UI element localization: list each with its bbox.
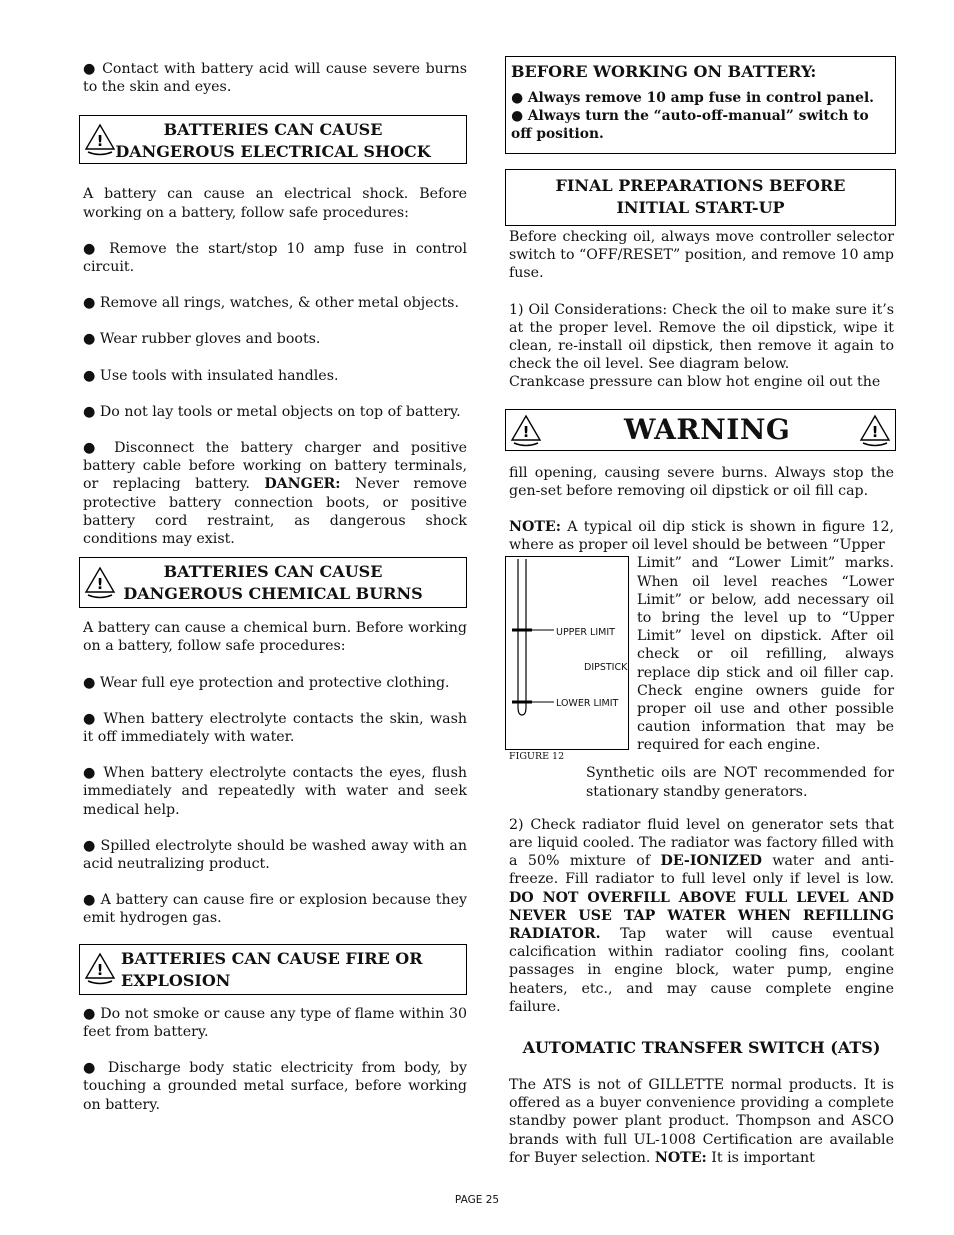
caution-triangle-icon	[83, 565, 117, 601]
note-side-text: Limit” and “Lower Limit” marks. When oil level reaches “Lower Limit” or below, add necessary oil to bring the level up to “Upper Limit” level on dipstick. After oil check or oil refilling, always replace dip stick and oil filler cap. Check engine owners guide for proper oil use and other possible caution information that may be required for each engine.	[637, 555, 894, 754]
final-header-line2: INITIAL START-UP	[616, 198, 785, 217]
dipstick-icon	[506, 557, 628, 749]
crankcase-text: Crankcase pressure can blow hot engine oil out the	[509, 374, 881, 391]
note-label: NOTE:	[509, 519, 561, 536]
radiator-mid: water and anti-freeze. Fill radiator to full level only if level is low.	[509, 853, 894, 888]
radiator-post: Tap water will cause eventual calcification within radiator cooling fins, coolant passages in engine block, water pump, engine heaters, etc., and may cause complete engine failure.	[509, 926, 894, 1015]
dipstick-figure	[505, 556, 629, 750]
shock-item: ● Do not lay tools or metal objects on top of battery.	[83, 403, 461, 420]
disconnect-post: Never remove protective battery connection boots, or positive battery cord restraint, as dangerous shock conditions may exist.	[83, 476, 467, 548]
upper-limit-label: UPPER LIMIT	[556, 627, 615, 639]
radiator-pre: 2) Check radiator fluid level on generator sets that are liquid cooled. The radiator was factory filled with a 50% mixture of	[509, 816, 894, 870]
right-column	[509, 56, 894, 1167]
shock-item: ● Remove the start/stop 10 amp fuse in control circuit.	[83, 240, 467, 276]
final-intro: Before checking oil, always move controller selector switch to “OFF/RESET” position, and remove 10 amp fuse.	[509, 229, 894, 282]
page-number: PAGE 25	[454, 1194, 500, 1206]
oil-considerations: 1) Oil Considerations: Check the oil to make sure it’s at the proper level. Remove the oil dipstick, wipe it clean, re-install oil dipstick, then remove it again to check the oil level. See diagram below.	[509, 301, 894, 373]
chem-item: ● Wear full eye protection and protective clothing.	[83, 674, 450, 691]
shock-item: ● Wear rubber gloves and boots.	[83, 331, 321, 348]
ats-pre: The ATS is not of GILLETTE normal products. It is offered as a buyer convenience providing a complete standby power plant product. Thompson and ASCO brands with full UL-1008 Certification are available for Buyer selection.	[509, 1077, 894, 1166]
fire-warning-box	[79, 944, 467, 995]
fill-opening-text: fill opening, causing severe burns. Always stop the gen-set before removing oil dipstick or oil fill cap.	[509, 464, 894, 499]
dipstick-label: DIPSTICK	[584, 662, 628, 674]
left-column	[83, 60, 467, 1114]
fire-header-line1: BATTERIES CAN CAUSE FIRE OR	[121, 948, 423, 968]
caution-triangle-icon	[509, 413, 543, 454]
chem-header-line1: BATTERIES CAN CAUSE	[163, 562, 383, 582]
svg-text:!: !	[871, 422, 879, 441]
svg-text:!: !	[96, 574, 104, 593]
fire-item: ● Discharge body static electricity from body, by touching a grounded metal surface, before working on battery.	[83, 1060, 467, 1113]
shock-header-line2: DANGEROUS ELECTRICAL SHOCK	[115, 142, 431, 162]
svg-text:!: !	[522, 422, 530, 441]
deionized-label: DE-IONIZED	[660, 853, 762, 870]
caution-triangle-icon	[858, 413, 892, 454]
figure-caption: FIGURE 12	[509, 751, 565, 763]
chem-item: ● Spilled electrolyte should be washed away with an acid neutralizing product.	[83, 837, 467, 873]
synthetic-oils-line	[586, 764, 894, 800]
final-header-line1: FINAL PREPARATIONS BEFORE	[555, 176, 846, 195]
warning-label: WARNING	[624, 412, 791, 446]
svg-text:!: !	[96, 961, 104, 980]
fire-header-line2: EXPLOSION	[121, 970, 231, 990]
ats-paragraph	[509, 1076, 894, 1167]
danger-label: DANGER:	[264, 476, 341, 493]
dipstick-figure-area	[509, 554, 894, 764]
fire-item: ● Do not smoke or cause any type of flame within 30 feet from battery.	[83, 1005, 467, 1040]
chem-item: ● When battery electrolyte contacts the eyes, flush immediately and repeatedly with water and seek medical help.	[83, 765, 467, 818]
synthetic-text: Synthetic oils are NOT recommended for stationary standby generators.	[586, 765, 894, 800]
overfill-warning: DO NOT OVERFILL ABOVE FULL LEVEL AND NEVER USE TAP WATER WHEN REFILLING RADIATOR.	[509, 889, 894, 943]
chemical-warning-box	[79, 557, 467, 608]
ats-post: It is important	[706, 1149, 815, 1166]
note-head: A typical oil dip stick is shown in figure 12, where as proper oil level should be between “Upper	[509, 519, 894, 554]
lower-limit-label: LOWER LIMIT	[556, 698, 619, 710]
chem-item: ● A battery can cause fire or explosion because they emit hydrogen gas.	[83, 892, 467, 927]
disconnect-pre: ● Disconnect the battery charger and positive battery cable before working on battery terminals, or replacing battery.	[83, 440, 467, 493]
before-item: ● Always remove 10 amp fuse in control panel.	[511, 90, 874, 106]
before-title: BEFORE WORKING ON BATTERY:	[511, 62, 817, 81]
caution-triangle-icon	[83, 122, 117, 158]
shock-item: ● Use tools with insulated handles.	[83, 367, 339, 384]
shock-item: ● Remove all rings, watches, & other metal objects.	[83, 295, 459, 312]
before-working-box	[505, 56, 896, 154]
caution-triangle-icon	[83, 951, 117, 987]
shock-warning-box	[79, 115, 467, 164]
warning-banner	[505, 409, 896, 451]
ats-title: AUTOMATIC TRANSFER SWITCH (ATS)	[522, 1038, 881, 1058]
chem-header-line2: DANGEROUS CHEMICAL BURNS	[123, 584, 423, 604]
chem-item: ● When battery electrolyte contacts the skin, wash it off immediately with water.	[83, 710, 467, 746]
before-item: ● Always turn the “auto-off-manual” switch to off position.	[511, 108, 869, 143]
acid-note: ● Contact with battery acid will cause severe burns to the skin and eyes.	[83, 61, 467, 96]
radiator-paragraph	[509, 816, 894, 1016]
shock-intro: A battery can cause an electrical shock. Before working on a battery, follow safe procedures:	[83, 186, 467, 221]
final-preparations-box	[505, 169, 896, 226]
chem-intro: A battery can cause a chemical burn. Before working on a battery, follow safe procedures:	[83, 620, 467, 655]
ats-note-label: NOTE:	[654, 1149, 707, 1166]
shock-header-line1: BATTERIES CAN CAUSE	[163, 120, 383, 140]
disconnect-paragraph	[83, 439, 467, 548]
svg-text:!: !	[96, 131, 104, 150]
note-paragraph	[509, 518, 894, 554]
